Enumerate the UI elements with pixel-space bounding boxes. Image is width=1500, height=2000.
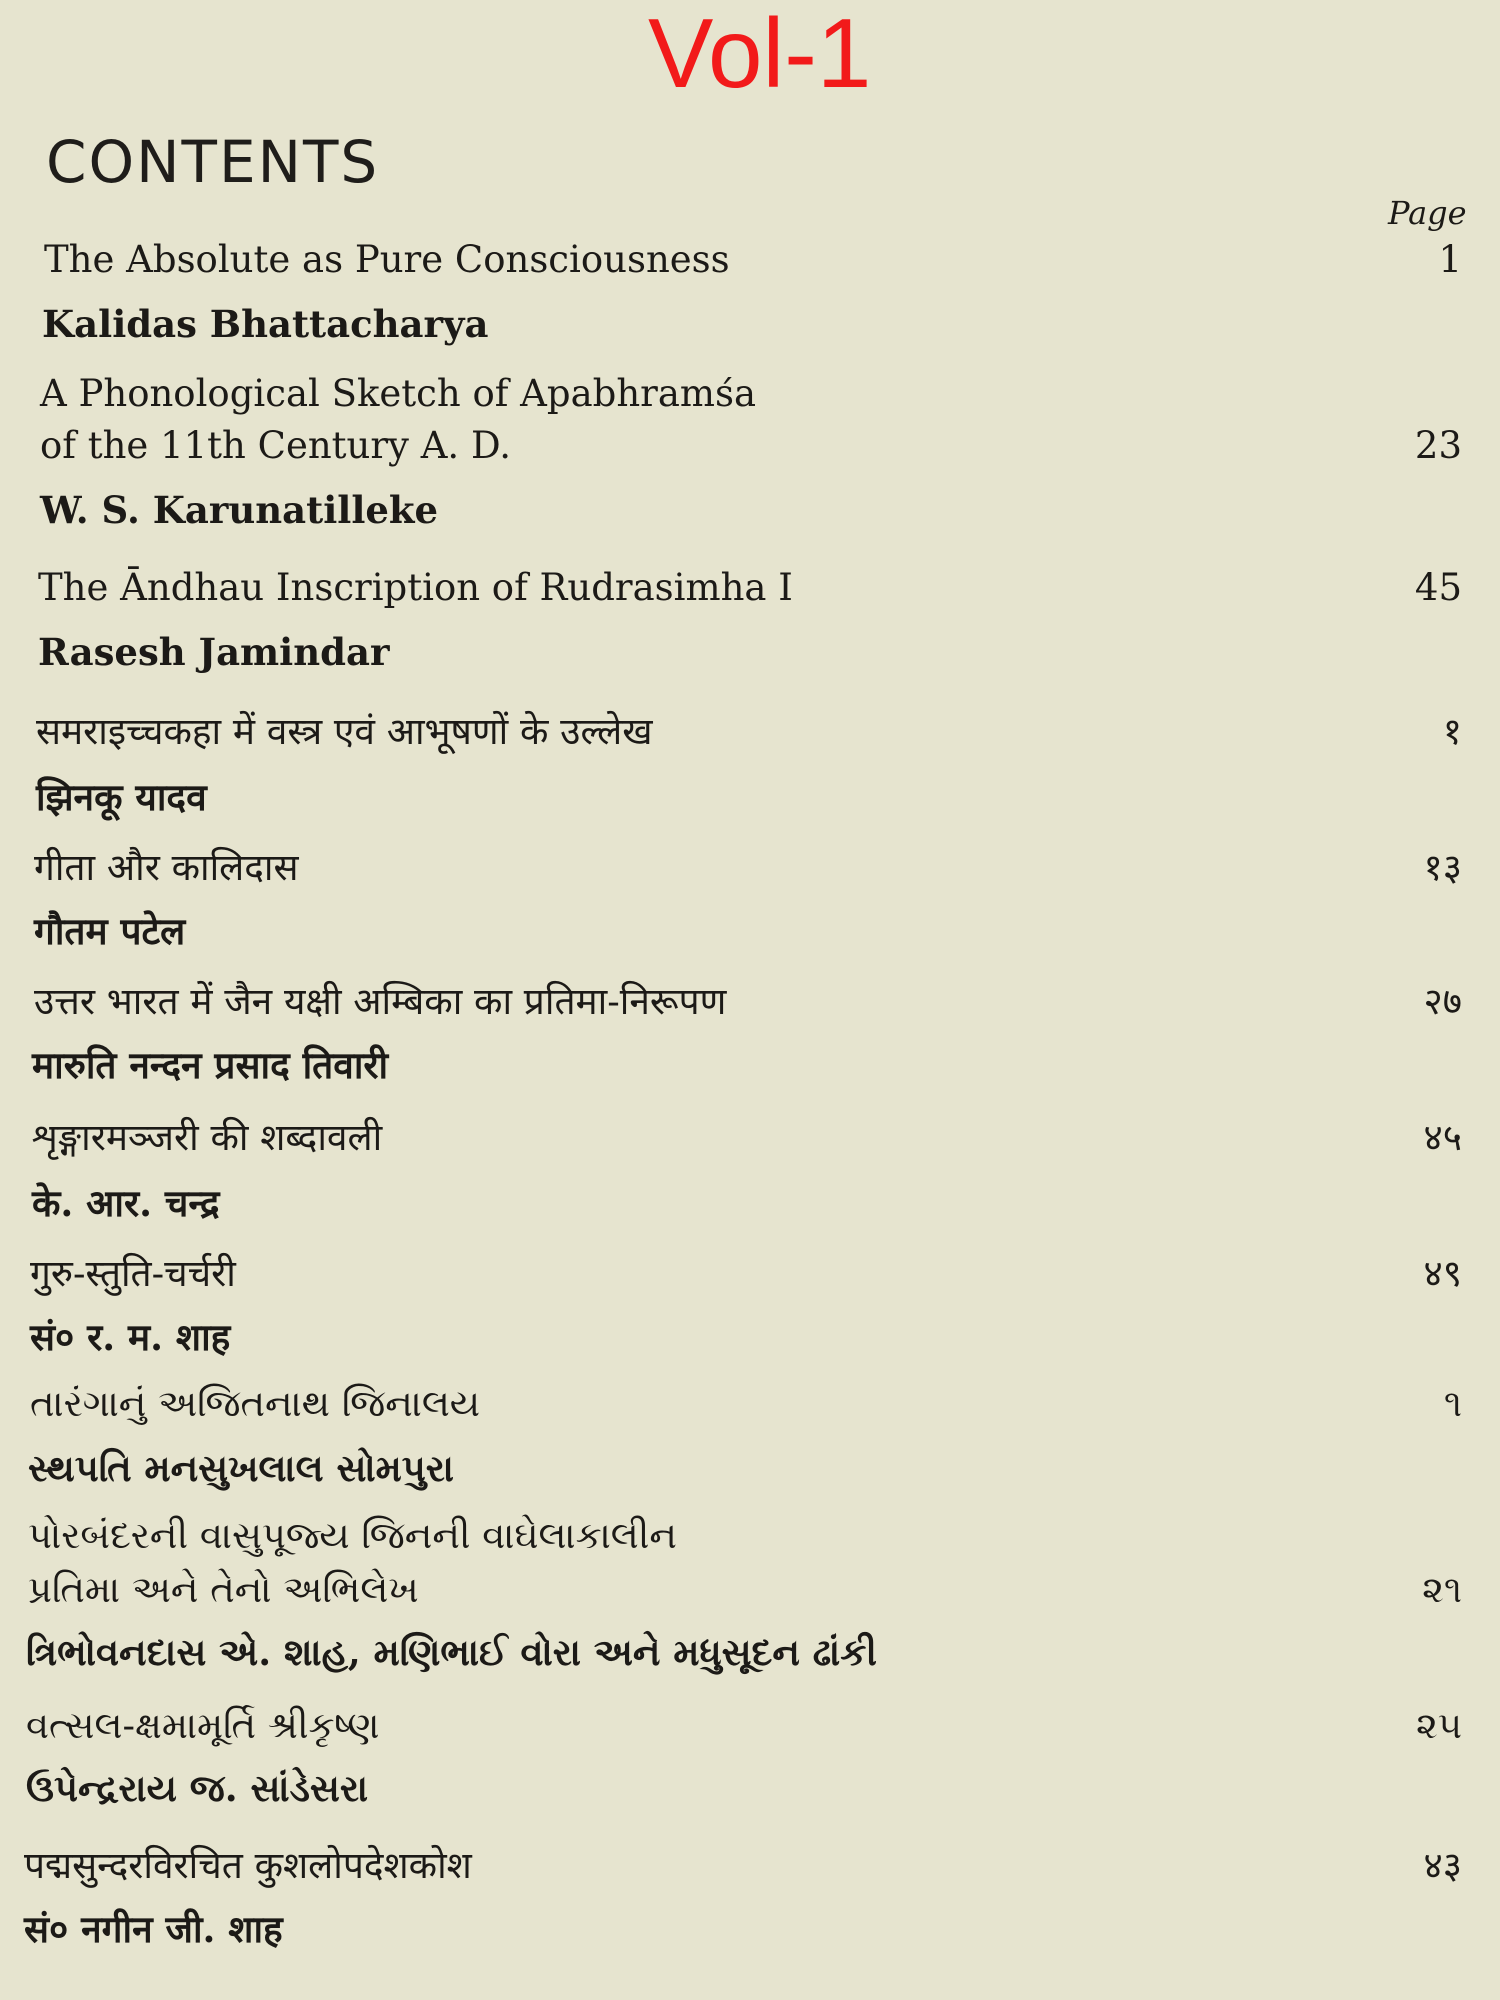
entry-author: ત્રિભોવનદાસ એ. શાહ, મણિભાઈ વોરા અને મધુસૂદન ઢાંકી [26,1630,877,1674]
entry-page-number: ૧ [1443,1382,1462,1425]
entry-page-number: 45 [1414,566,1462,609]
entry-author: मारुति नन्दन प्रसाद तिवारी [32,1043,389,1087]
entry-author: ઉપેન્દ્રરાય જ. સાંડેસરા [26,1766,369,1810]
entry-author: गौतम पटेल [34,909,186,953]
entry-page-number: ૨૫ [1415,1704,1462,1747]
entry-title: વત્સલ-ક્ષમામૂર્તિ શ્રીકૃષ્ણ [26,1704,380,1747]
entry-author: સ્થપતિ મનસુખલાલ સોમપુરા [28,1446,454,1490]
entry-page-number: 23 [1414,424,1462,467]
entry-author: सं० र. म. शाह [30,1315,231,1359]
entry-page-number: १३ [1423,846,1462,889]
entry-page-number: 1 [1438,238,1462,281]
entry-author: सं० नगीन जी. शाह [24,1907,283,1951]
entry-author: Kalidas Bhattacharya [42,302,489,346]
entry-page-number: ४९ [1423,1252,1462,1295]
entry-page-number: ४३ [1423,1844,1462,1887]
entry-title: समराइच्चकहा में वस्त्र एवं आभूषणों के उल्लेख [36,710,653,753]
entry-title: गीता और कालिदास [34,846,299,889]
entry-title: The Absolute as Pure Consciousness [44,238,730,281]
entry-title: पद्मसुन्दरविरचित कुशलोपदेशकोश [24,1844,472,1887]
entry-author: के. आर. चन्द्र [32,1181,220,1225]
entry-title: उत्तर भारत में जैन यक्षी अम्बिका का प्रतिमा-निरूपण [34,980,727,1023]
entry-title: તારંગાનું અજિતનાથ જિનાલય [30,1382,481,1425]
entry-title: गुरु-स्तुति-चर्चरी [30,1252,236,1295]
entry-title: The Āndhau Inscription of Rudrasimha I [38,566,793,609]
entry-page-number: १ [1442,710,1462,753]
entry-title: शृङ्गारमञ्जरी की शब्दावली [32,1116,383,1159]
entry-page-number: २७ [1423,980,1462,1023]
entry-title-continued: of the 11th Century A. D. [40,424,512,467]
page-column-label: Page [1388,194,1467,232]
entry-author: झिनकू यादव [36,775,207,819]
entry-page-number: ४५ [1423,1116,1462,1159]
entry-title: પોરબંદરની વાસુપૂજ્ય જિનની વાઘેલાકાલીન [28,1514,677,1557]
entry-title-continued: પ્રતિમા અને તેનો અભિલેખ [28,1568,419,1611]
entry-title: A Phonological Sketch of Apabhramśa [40,372,757,415]
entry-author: W. S. Karunatilleke [40,488,439,532]
entry-author: Rasesh Jamindar [38,630,390,674]
entry-page-number: ૨૧ [1422,1568,1462,1611]
volume-label: Vol-1 [648,0,872,108]
page-title: CONTENTS [46,128,380,196]
